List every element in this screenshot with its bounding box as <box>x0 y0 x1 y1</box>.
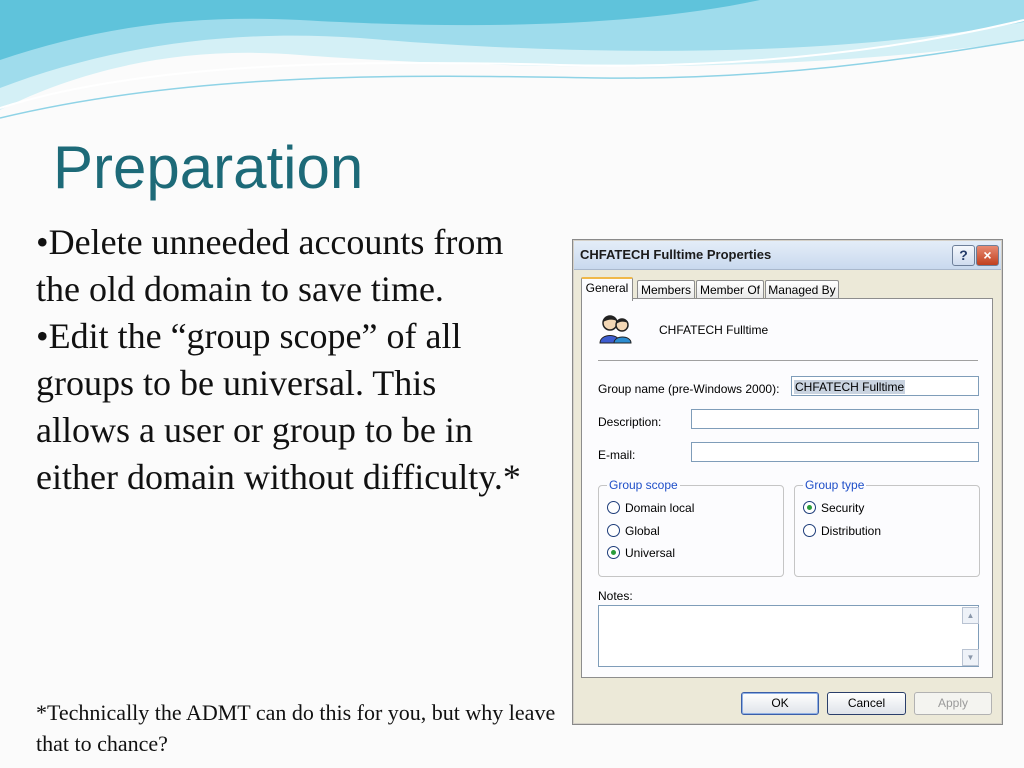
radio-selected-icon <box>803 501 816 514</box>
radio-button-icon <box>607 501 620 514</box>
radio-distribution[interactable] <box>803 523 881 539</box>
divider <box>598 360 978 361</box>
radio-security-label: Security <box>821 501 865 515</box>
email-field[interactable] <box>691 442 979 462</box>
close-button[interactable]: × <box>976 245 999 266</box>
group-type-box <box>794 478 980 577</box>
bullet-list <box>36 219 536 501</box>
ok-button[interactable]: OK <box>741 692 819 715</box>
bullet-delete-accounts: •Delete unneeded accounts from the old domain to save time. <box>36 222 504 309</box>
footnote: *Technically the ADMT can do this for you, but why leave that to chance? <box>36 700 556 756</box>
group-scope-box <box>598 478 784 577</box>
group-name-value: CHFATECH Fulltime <box>795 380 905 394</box>
radio-distribution-label: Distribution <box>821 524 882 538</box>
radio-domain-local-label: Domain local <box>625 501 695 515</box>
radio-security[interactable] <box>803 500 864 516</box>
tab-member-of[interactable]: Member Of <box>696 280 764 299</box>
tab-members[interactable]: Members <box>637 280 695 299</box>
email-label: E-mail: <box>598 448 636 462</box>
group-name-field[interactable] <box>791 376 979 396</box>
description-label: Description: <box>598 415 662 429</box>
radio-global[interactable] <box>607 523 660 539</box>
group-scope-title: Group scope <box>609 478 678 492</box>
header-wave-decoration <box>0 0 1024 120</box>
slide-title: Preparation <box>53 134 364 201</box>
apply-button[interactable]: Apply <box>914 692 992 715</box>
description-field[interactable] <box>691 409 979 429</box>
dialog-titlebar[interactable] <box>574 241 1001 270</box>
cancel-button[interactable]: Cancel <box>827 692 906 715</box>
notes-label: Notes: <box>598 589 633 603</box>
group-icon <box>598 313 634 345</box>
help-button[interactable]: ? <box>952 245 975 266</box>
radio-selected-icon <box>607 546 620 559</box>
tab-general[interactable]: General <box>581 277 633 301</box>
dialog-title: CHFATECH Fulltime Properties <box>580 247 772 262</box>
radio-global-label: Global <box>625 524 660 538</box>
tab-managed-by[interactable]: Managed By <box>765 280 839 299</box>
scroll-down-icon[interactable]: ▼ <box>962 649 979 666</box>
radio-button-icon <box>803 524 816 537</box>
notes-textarea[interactable] <box>598 605 979 667</box>
group-type-title: Group type <box>805 478 865 492</box>
bullet-group-scope: •Edit the “group scope” of all groups to be universal. This allows a user or group to be in either domain without difficulty.* <box>36 316 521 497</box>
properties-dialog <box>572 239 1003 725</box>
group-name-label: Group name (pre-Windows 2000): <box>598 382 780 396</box>
radio-domain-local[interactable] <box>607 500 694 516</box>
group-display-name: CHFATECH Fulltime <box>659 323 769 337</box>
radio-universal-label: Universal <box>625 546 676 560</box>
radio-universal[interactable] <box>607 545 675 561</box>
scroll-up-icon[interactable]: ▲ <box>962 607 979 624</box>
radio-button-icon <box>607 524 620 537</box>
general-tab-panel <box>581 298 993 678</box>
